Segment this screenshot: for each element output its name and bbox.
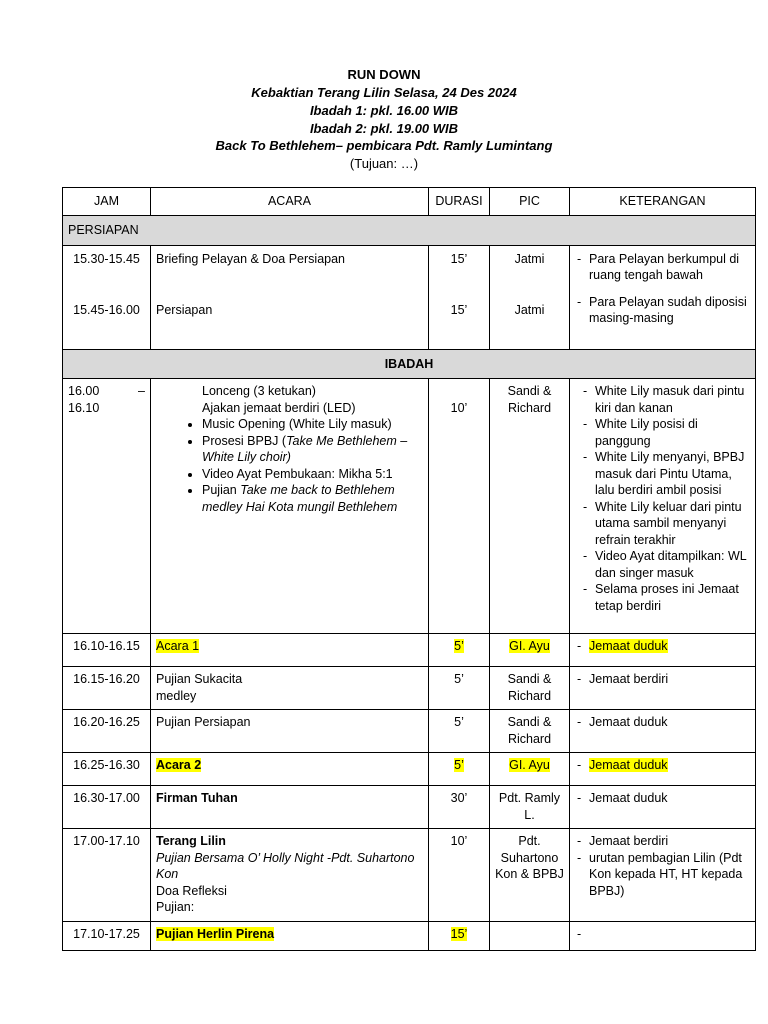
cell-keterangan xyxy=(570,379,756,634)
cell-durasi: 5’ xyxy=(429,753,490,786)
col-header-durasi: DURASI xyxy=(429,188,490,216)
cell-jam: 16.20-16.25 xyxy=(63,710,151,753)
cell-jam: 16.15-16.20 xyxy=(63,667,151,710)
ket-item: - Jemaat berdiri xyxy=(575,671,750,688)
cell-jam: 17.10-17.25 xyxy=(63,922,151,951)
cell-durasi: 10’ xyxy=(429,829,490,922)
table-row xyxy=(63,710,756,753)
jam-dash: – xyxy=(138,384,145,398)
cell-acara xyxy=(151,634,429,667)
cell-durasi: 15’ xyxy=(429,922,490,951)
ket-item: - Jemaat duduk xyxy=(575,790,750,807)
ket-item: - White Lily masuk dari pintu kiri dan kanan xyxy=(581,383,750,416)
acara-text: Pujian Bersama O’ Holly Night -Pdt. Suhartono Kon xyxy=(156,850,415,881)
acara-text: Doa Refleksi xyxy=(156,883,227,898)
acara-item: Lonceng (3 ketukan) xyxy=(202,384,316,398)
ket-item: - Selama proses ini Jemaat tetap berdiri xyxy=(581,581,750,614)
ket-item: - Para Pelayan sudah diposisi masing-masing xyxy=(575,294,750,327)
ket-item: - White Lily posisi di panggung xyxy=(581,416,750,449)
cell-acara xyxy=(151,922,429,951)
col-header-pic: PIC xyxy=(490,188,570,216)
cell-durasi: 5’ xyxy=(429,710,490,753)
cell-durasi: 5’ xyxy=(429,634,490,667)
cell-keterangan xyxy=(570,667,756,710)
section-row-ibadah xyxy=(63,349,756,379)
rundown-table xyxy=(62,187,756,951)
ket-item: - Jemaat duduk xyxy=(575,757,750,774)
acara-item: • Prosesi BPBJ (Take Me Bethlehem – White Lily choir) xyxy=(202,433,423,466)
doc-subtitle-ibadah1: Ibadah 1: pkl. 16.00 WIB xyxy=(309,103,459,118)
pic-text: Jatmi xyxy=(514,251,545,266)
acara-text: Briefing Pelayan & Doa Persiapan xyxy=(156,251,346,266)
acara-highlight: Acara 2 xyxy=(156,758,202,772)
cell-jam: 16.30-17.00 xyxy=(63,786,151,829)
section-label: IBADAH xyxy=(63,349,756,379)
cell-acara xyxy=(151,379,429,634)
acara-item: Ajakan jemaat berdiri (LED) xyxy=(202,400,356,415)
cell-pic: Sandi & Richard xyxy=(490,710,570,753)
ket-item: - White Lily menyanyi, BPBJ masuk dari Pintu Utama, lalu berdiri ambil posisi xyxy=(581,449,750,499)
cell-jam: 16.25-16.30 xyxy=(63,753,151,786)
cell-keterangan: - xyxy=(570,922,756,951)
ket-item: - Jemaat duduk xyxy=(575,638,750,655)
cell-keterangan xyxy=(570,245,756,349)
cell-jam: 16.10-16.15 xyxy=(63,634,151,667)
cell-durasi: 30’ xyxy=(429,786,490,829)
jam-end: 16.10 xyxy=(68,400,100,415)
cell-acara xyxy=(151,667,429,710)
pic-text: Jatmi xyxy=(514,303,545,317)
cell-acara xyxy=(151,753,429,786)
cell-acara: Firman Tuhan xyxy=(151,786,429,829)
cell-keterangan xyxy=(570,710,756,753)
table-row xyxy=(63,634,756,667)
acara-item: • Pujian Take me back to Bethlehem medley Hai Kota mungil Bethlehem xyxy=(202,482,423,515)
cell-pic: Sandi & Richard xyxy=(490,667,570,710)
acara-highlight: Pujian Herlin Pirena xyxy=(156,927,275,941)
cell-keterangan xyxy=(570,786,756,829)
cell-jam: 17.00-17.10 xyxy=(63,829,151,922)
acara-item: • Music Opening (White Lily masuk) xyxy=(202,416,423,433)
table-row xyxy=(63,379,756,634)
doc-title: RUN DOWN xyxy=(347,67,421,82)
durasi-text: 15’ xyxy=(450,251,468,266)
cell-jam xyxy=(63,379,151,634)
table-row xyxy=(63,667,756,710)
table-row xyxy=(63,753,756,786)
cell-pic: GI. Ayu xyxy=(490,753,570,786)
acara-text: Persiapan xyxy=(156,303,213,317)
col-header-keterangan: KETERANGAN xyxy=(570,188,756,216)
cell-jam xyxy=(63,245,151,349)
section-row-persiapan xyxy=(63,216,756,246)
cell-pic xyxy=(490,245,570,349)
col-header-jam: JAM xyxy=(63,188,151,216)
ket-item: - Jemaat duduk xyxy=(575,714,750,731)
acara-highlight: Acara 1 xyxy=(156,639,200,653)
table-header-row xyxy=(63,188,756,216)
cell-keterangan xyxy=(570,829,756,922)
cell-acara: Pujian Persiapan xyxy=(151,710,429,753)
cell-durasi xyxy=(429,245,490,349)
cell-durasi: 10’ xyxy=(429,379,490,634)
ket-item: - urutan pembagian Lilin (Pdt Kon kepada HT, HT kepada BPBJ) xyxy=(575,850,750,900)
ket-item: - Jemaat berdiri xyxy=(575,833,750,850)
cell-keterangan xyxy=(570,634,756,667)
table-row xyxy=(63,245,756,349)
ket-item: - Para Pelayan berkumpul di ruang tengah bawah xyxy=(575,251,750,284)
section-label: PERSIAPAN xyxy=(63,216,756,246)
jam-text: 15.30-15.45 xyxy=(73,251,140,266)
doc-subtitle-theme: Back To Bethlehem– pembicara Pdt. Ramly Lumintang xyxy=(215,138,553,153)
ket-item: - Video Ayat ditampilkan: WL dan singer masuk xyxy=(581,548,750,581)
col-header-acara: ACARA xyxy=(151,188,429,216)
acara-title: Terang Lilin xyxy=(156,834,226,848)
acara-item: • Video Ayat Pembukaan: Mikha 5:1 xyxy=(202,466,423,483)
ket-item: - White Lily keluar dari pintu utama sambil menyanyi refrain terakhir xyxy=(581,499,750,549)
doc-subtitle-ibadah2: Ibadah 2: pkl. 19.00 WIB xyxy=(309,121,459,136)
durasi-text: 15’ xyxy=(450,303,468,317)
acara-text: medley xyxy=(156,688,197,703)
doc-subtitle-tujuan: (Tujuan: …) xyxy=(349,156,419,171)
table-row xyxy=(63,786,756,829)
table-row xyxy=(63,829,756,922)
acara-text: Pujian: xyxy=(156,900,195,914)
table-row xyxy=(63,922,756,951)
cell-pic: Pdt. Suhartono Kon & BPBJ xyxy=(490,829,570,922)
cell-durasi: 5’ xyxy=(429,667,490,710)
cell-pic: Pdt. Ramly L. xyxy=(490,786,570,829)
cell-pic: Sandi & Richard xyxy=(490,379,570,634)
acara-text: Pujian Sukacita xyxy=(156,672,243,686)
doc-subtitle-event: Kebaktian Terang Lilin Selasa, 24 Des 2024 xyxy=(251,85,517,100)
cell-acara xyxy=(151,245,429,349)
jam-text: 15.45-16.00 xyxy=(73,303,140,317)
cell-acara xyxy=(151,829,429,922)
cell-keterangan xyxy=(570,753,756,786)
jam-start: 16.00 xyxy=(68,384,100,398)
cell-pic: GI. Ayu xyxy=(490,634,570,667)
cell-pic xyxy=(490,922,570,951)
